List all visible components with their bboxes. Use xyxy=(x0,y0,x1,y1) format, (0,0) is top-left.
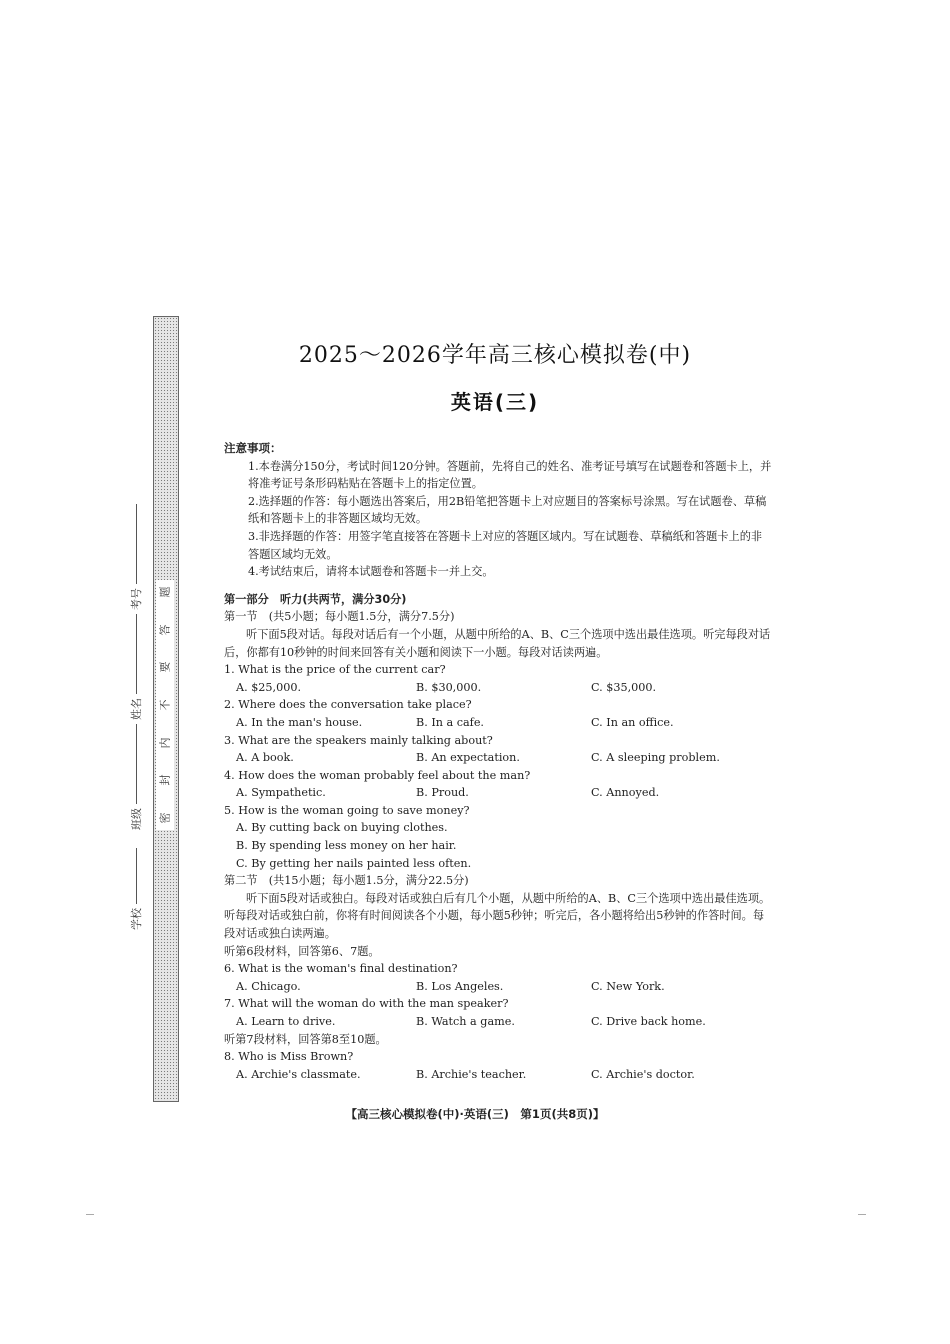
notice-item: 4.考试结束后，请将本试题卷和答题卡一并上交。 xyxy=(248,565,494,579)
seal-char: 密 xyxy=(158,812,171,824)
notice-list xyxy=(224,458,772,581)
exam-number-line xyxy=(135,504,137,584)
class-label: 班级 xyxy=(130,808,143,830)
section1-heading: 第一节 (共5小题；每小题1.5分，满分7.5分) xyxy=(224,610,455,624)
seal-char: 不 xyxy=(158,699,171,711)
option[interactable]: A. By cutting back on buying clothes. xyxy=(236,821,448,835)
exam-content xyxy=(224,440,772,1083)
material6-note: 听第6段材料，回答第6、7题。 xyxy=(224,944,380,958)
seal-line-notice xyxy=(156,580,174,830)
class-field[interactable] xyxy=(128,724,144,830)
question-stem: 3. What are the speakers mainly talking about? xyxy=(224,733,493,747)
option[interactable]: B. $30,000. xyxy=(416,680,482,694)
question-stem: 6. What is the woman's final destination? xyxy=(224,962,458,976)
option[interactable]: A. Archie's classmate. xyxy=(236,1067,361,1081)
notice-item: 2.选择题的作答：每小题选出答案后，用2B铅笔把答题卡上对应题目的答案标号涂黑。写在试题卷、草稿纸和答题卡上的非答题区域均无效。 xyxy=(248,494,767,526)
option[interactable]: B. In a cafe. xyxy=(416,715,484,729)
school-line xyxy=(135,848,137,904)
seal-char: 封 xyxy=(158,774,171,786)
school-field[interactable] xyxy=(128,848,144,930)
question-stem: 5. How is the woman going to save money? xyxy=(224,803,470,817)
exam-number-field[interactable] xyxy=(128,504,144,610)
exam-subtitle: 英语(三) xyxy=(450,390,540,414)
option[interactable]: C. In an office. xyxy=(591,715,674,729)
part1-heading: 第一部分 听力(共两节，满分30分) xyxy=(224,592,407,606)
option[interactable]: A. A book. xyxy=(236,751,294,765)
seal-char: 要 xyxy=(158,661,171,673)
option[interactable]: C. Drive back home. xyxy=(591,1015,706,1028)
option[interactable]: A. Sympathetic. xyxy=(236,786,326,800)
seal-char: 题 xyxy=(158,586,171,598)
option[interactable]: A. In the man's house. xyxy=(236,715,363,729)
notice-item: 1.本卷满分150分，考试时间120分钟。答题前，先将自己的姓名、准考证号填写在试题卷和答题卡上，并将准考证号条形码粘贴在答题卡上的指定位置。 xyxy=(248,459,772,491)
section2-instructions: 听下面5段对话或独白。每段对话或独白后有几个小题，从题中所给的A、B、C三个选项中选出最佳选项。听每段对话或独白前，你将有时间阅读各个小题，每小题5秒钟；听完后，各小题将给出5秒钟的作答时间。每段对话或独白读两遍。 xyxy=(224,891,771,941)
option[interactable]: A. Learn to drive. xyxy=(236,1015,336,1028)
exam-number-label: 考号 xyxy=(130,588,143,610)
section2-heading: 第二节 (共15小题；每小题1.5分，满分22.5分) xyxy=(224,874,469,888)
corner-mark xyxy=(858,1214,866,1215)
question-stem: 4. How does the woman probably feel about the man? xyxy=(224,768,531,782)
option[interactable]: A. Chicago. xyxy=(236,979,301,993)
section1-instructions: 听下面5段对话。每段对话后有一个小题，从题中所给的A、B、C三个选项中选出最佳选项。听完每段对话后，你都有10秒钟的时间来回答有关小题和阅读下一小题。每段对话读两遍。 xyxy=(224,627,771,659)
option[interactable]: C. By getting her nails painted less often. xyxy=(236,856,472,870)
option[interactable]: B. Proud. xyxy=(416,786,469,800)
question-options xyxy=(224,784,772,802)
option[interactable]: C. $35,000. xyxy=(591,680,657,694)
question-options xyxy=(224,714,772,732)
question-stem: 2. Where does the conversation take place? xyxy=(224,698,472,712)
question-stem: 8. Who is Miss Brown? xyxy=(224,1050,354,1064)
question-stem: 7. What will the woman do with the man speaker? xyxy=(224,997,509,1011)
notice-item: 3.非选择题的作答：用签字笔直接答在答题卡上对应的答题区域内。写在试题卷、草稿纸和答题卡上的非答题区域均无效。 xyxy=(248,529,763,561)
notice-heading: 注意事项： xyxy=(224,441,282,455)
exam-title: 2025～2026学年高三核心模拟卷(中) xyxy=(298,343,692,368)
option[interactable]: C. Archie's doctor. xyxy=(591,1067,695,1081)
question-options xyxy=(224,978,772,996)
question-options xyxy=(224,1013,772,1031)
corner-mark xyxy=(86,1214,94,1215)
option[interactable]: B. Archie's teacher. xyxy=(416,1067,527,1081)
option[interactable]: C. New York. xyxy=(591,979,665,993)
page-footer: 【高三核心模拟卷(中)·英语(三) 第1页(共8页)】 xyxy=(345,1107,605,1121)
question-options xyxy=(224,749,772,767)
question-stem: 1. What is the price of the current car? xyxy=(224,663,446,677)
option[interactable]: B. Los Angeles. xyxy=(416,979,504,993)
name-label: 姓名 xyxy=(130,698,143,720)
question-options xyxy=(224,679,772,697)
seal-char: 内 xyxy=(158,737,171,749)
material7-note: 听第7段材料，回答第8至10题。 xyxy=(224,1032,387,1046)
class-line xyxy=(135,724,137,804)
question-options xyxy=(224,1066,772,1084)
name-field[interactable] xyxy=(128,614,144,720)
option[interactable]: B. An expectation. xyxy=(416,751,520,765)
option[interactable]: C. Annoyed. xyxy=(591,786,660,800)
name-line xyxy=(135,614,137,694)
option[interactable]: B. Watch a game. xyxy=(416,1015,515,1028)
school-label: 学校 xyxy=(130,908,143,930)
option[interactable]: B. By spending less money on her hair. xyxy=(236,839,457,853)
option[interactable]: C. A sleeping problem. xyxy=(591,751,720,765)
option[interactable]: A. $25,000. xyxy=(236,680,302,694)
seal-char: 答 xyxy=(158,624,171,636)
